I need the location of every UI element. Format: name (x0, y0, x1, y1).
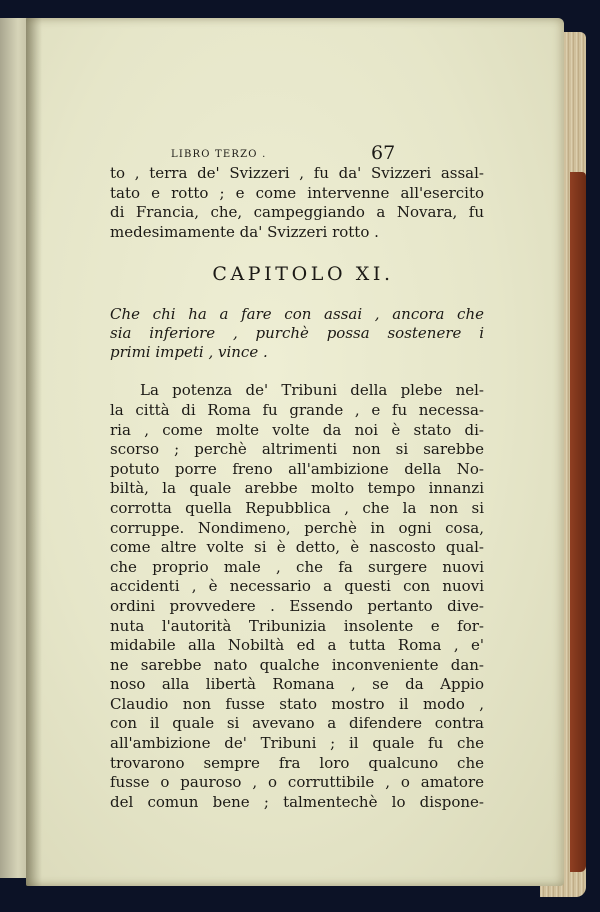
text-line: to , terra de' Svizzeri , fu da' Svizzeri assal- (110, 164, 484, 182)
text-line: nuta l'autorità Tribunizia insolente e for- (110, 616, 484, 635)
body-paragraph (110, 381, 484, 812)
text-line: accidenti , è necessario a questi con nuovi (110, 577, 484, 596)
text-line: corrotta quella Repubblica , che la non si (110, 498, 484, 517)
text-line: la città di Roma fu grande , e fu necessa- (110, 400, 484, 419)
text-line: corruppe. Nondimeno, perchè in ogni cosa, (110, 518, 484, 537)
text-line: ordini provvedere . Essendo pertanto dive- (110, 596, 484, 615)
text-line: che proprio male , che fa surgere nuovi (110, 557, 484, 576)
chapter-title: CAPITOLO XI. (212, 263, 394, 286)
text-line: fusse o pauroso , o corruttibile , o amatore (110, 773, 484, 792)
text-line: ria , come molte volte da noi è stato di- (110, 420, 484, 439)
summary-line: sia inferiore , purchè possa sostenere i (110, 324, 484, 343)
continuation-paragraph (110, 164, 484, 242)
text-line: biltà, la quale arebbe molto tempo innanzi (110, 479, 484, 498)
text-line: medesimamente da' Svizzeri rotto . (110, 222, 379, 241)
text-line: potuto porre freno all'ambizione della No- (110, 459, 484, 478)
text-line: di Francia, che, campeggiando a Novara, fu (110, 203, 484, 222)
text-line: ne sarebbe nato qualche inconveniente dan- (110, 655, 484, 674)
running-head (26, 142, 564, 166)
text-line: midabile alla Nobiltà ed a tutta Roma , e' (110, 636, 484, 655)
text-line: noso alla libertà Romana , se da Appio (110, 675, 484, 694)
page-number: 67 (371, 142, 396, 164)
text-line: scorso ; perchè altrimenti non si sarebbe (110, 440, 484, 459)
summary-line: Che chi ha a fare con assai , ancora che (110, 305, 484, 324)
chapter-summary (110, 305, 484, 362)
text-line: all'ambizione de' Tribuni ; il quale fu che (110, 734, 484, 753)
text-line: trovarono sempre fra loro qualcuno che (110, 753, 484, 772)
text-line: La potenza de' Tribuni della plebe nel- (140, 381, 484, 400)
text-line: come altre volte si è detto, è nascosto qual- (110, 538, 484, 557)
text-line: con il quale si avevano a difendere contra (110, 714, 484, 733)
text-line: Claudio non fusse stato mostro il modo , (110, 694, 484, 713)
book-page (26, 18, 564, 886)
text-line: tato e rotto ; e come intervenne all'esercito (110, 183, 484, 202)
summary-line: primi impeti , vince . (110, 343, 268, 362)
text-line: del comun bene ; talmentechè lo dispone- (110, 792, 484, 811)
cover-edge (570, 172, 586, 872)
running-title: LIBRO TERZO . (171, 149, 267, 160)
text-block (110, 164, 484, 812)
